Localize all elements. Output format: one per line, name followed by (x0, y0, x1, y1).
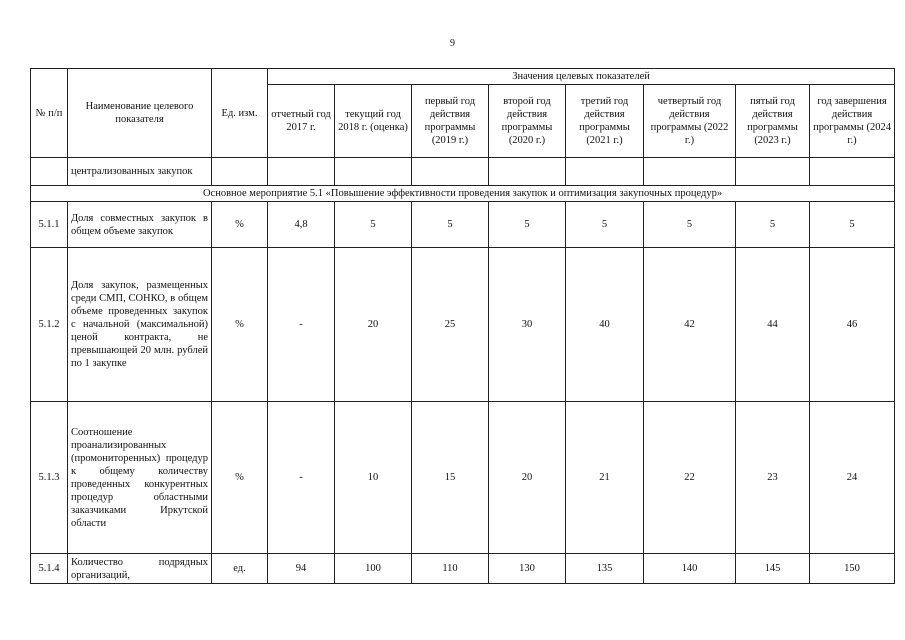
row-value: 5 (335, 202, 412, 248)
header-year: пятый год действия программы (2023 г.) (736, 85, 810, 158)
header-year: год завершения действия программы (2024 г.) (810, 85, 895, 158)
header-num: № п/п (31, 69, 68, 158)
row-num: 5.1.4 (31, 554, 68, 584)
header-name: Наименование целевого показателя (68, 69, 212, 158)
row-value: 21 (566, 402, 644, 554)
row-value: 130 (489, 554, 566, 584)
row-value: 23 (736, 402, 810, 554)
row-unit: % (212, 402, 268, 554)
row-value: 25 (412, 248, 489, 402)
row-unit: % (212, 248, 268, 402)
header-year: текущий год 2018 г. (оценка) (335, 85, 412, 158)
row-value: 42 (644, 248, 736, 402)
continuation-text: централизованных закупок (68, 158, 212, 186)
row-value: 5 (810, 202, 895, 248)
row-value: 145 (736, 554, 810, 584)
indicators-table (30, 68, 895, 584)
row-name: Соотношение проанализированных (промониторенных) процедур к общему количеству проведенных конкурентных процедур областными заказчиками Иркутской области (68, 402, 212, 554)
page-number: 9 (450, 38, 455, 49)
row-value: - (268, 248, 335, 402)
row-value: 20 (335, 248, 412, 402)
header-year: четвертый год действия программы (2022 г.) (644, 85, 736, 158)
row-value: 150 (810, 554, 895, 584)
row-name: Количество подрядных организаций, (68, 554, 212, 584)
continuation-row (31, 158, 895, 186)
row-value: 30 (489, 248, 566, 402)
row-value: 5 (412, 202, 489, 248)
row-value: 40 (566, 248, 644, 402)
row-value: - (268, 402, 335, 554)
row-num: 5.1.2 (31, 248, 68, 402)
row-value: 5 (566, 202, 644, 248)
row-unit: % (212, 202, 268, 248)
row-value: 22 (644, 402, 736, 554)
section-title: Основное мероприятие 5.1 «Повышение эффективности проведения закупок и оптимизация закупочных процедур» (31, 186, 895, 202)
row-value: 24 (810, 402, 895, 554)
table-row (31, 554, 895, 584)
row-value: 4,8 (268, 202, 335, 248)
row-value: 15 (412, 402, 489, 554)
row-value: 5 (644, 202, 736, 248)
row-value: 140 (644, 554, 736, 584)
header-unit: Ед. изм. (212, 69, 268, 158)
row-value: 5 (736, 202, 810, 248)
header-year: первый год действия программы (2019 г.) (412, 85, 489, 158)
row-value: 46 (810, 248, 895, 402)
header-year: третий год действия программы (2021 г.) (566, 85, 644, 158)
header-values-group: Значения целевых показателей (268, 69, 895, 85)
row-unit: ед. (212, 554, 268, 584)
row-value: 5 (489, 202, 566, 248)
section-row (31, 186, 895, 202)
table-row (31, 248, 895, 402)
row-value: 20 (489, 402, 566, 554)
row-value: 100 (335, 554, 412, 584)
row-value: 94 (268, 554, 335, 584)
row-name: Доля совместных закупок в общем объеме закупок (68, 202, 212, 248)
table-row (31, 202, 895, 248)
row-num: 5.1.1 (31, 202, 68, 248)
row-num: 5.1.3 (31, 402, 68, 554)
header-year: второй год действия программы (2020 г.) (489, 85, 566, 158)
row-value: 110 (412, 554, 489, 584)
header-year: отчетный год 2017 г. (268, 85, 335, 158)
row-value: 10 (335, 402, 412, 554)
header-row-1 (31, 69, 895, 85)
row-name: Доля закупок, размещенных среди СМП, СОНКО, в общем объеме проведенных закупок с начальной (максимальной) ценой контракта, не превышающей 20 млн. рублей по 1 закупке (68, 248, 212, 402)
table-row (31, 402, 895, 554)
row-value: 135 (566, 554, 644, 584)
row-value: 44 (736, 248, 810, 402)
